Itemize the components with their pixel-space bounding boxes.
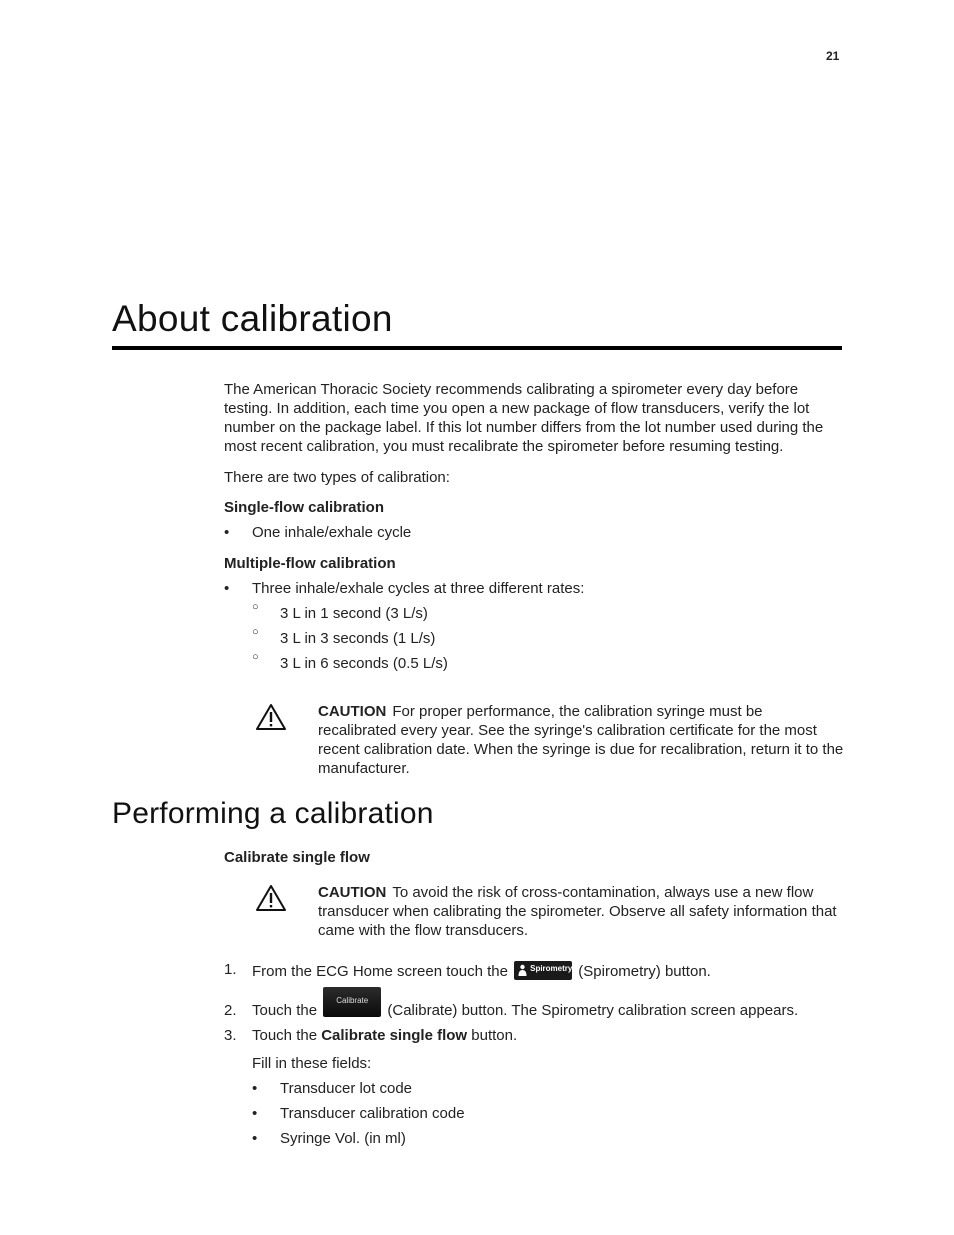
caution-note [318,702,844,778]
bullet-icon: • [224,524,230,541]
step-2-text: Touch the Calibrate (Calibrate) button. The Spirometry calibration screen appears. [252,987,798,1019]
sub-bullet-icon: ○ [252,651,259,663]
step-number: 3. [224,1027,237,1044]
section-title-performing-calibration: Performing a calibration [112,797,434,830]
calibrate-single-flow-heading: Calibrate single flow [224,849,370,866]
caution-note [318,883,844,940]
sub-bullet-icon: ○ [252,626,259,638]
caution-label: CAUTION [318,884,387,901]
calibrate-button-image: Calibrate [323,987,381,1017]
types-intro: There are two types of calibration: [224,469,450,486]
bullet-icon: • [252,1130,258,1147]
section-title-about-calibration: About calibration [112,298,393,339]
step-1-text: From the ECG Home screen touch the Spirometry (Spirometry) button. [252,963,711,980]
bullet-icon: • [252,1080,258,1097]
sub-bullet-icon: ○ [252,601,259,613]
warning-triangle-icon [255,703,287,731]
spirometry-person-icon [518,964,527,976]
caution-text: To avoid the risk of cross-contamination, always use a new flow transducer when calibrating the spirometer. Observe all safety information that came with the flow transducers. [318,884,837,939]
bullet-icon: • [252,1105,258,1122]
caution-text: For proper performance, the calibration syringe must be recalibrated every year. See the syringe's calibration certificate for the most recent calibration date. When the syringe is due for recalibration, return it to the manufacturer. [318,703,844,777]
title-rule [112,346,842,350]
caution-label: CAUTION [318,703,387,720]
spirometry-button-image: Spirometry [514,961,572,980]
multiple-flow-heading: Multiple-flow calibration [224,555,396,572]
intro-paragraph: The American Thoracic Society recommends calibrating a spirometer every day before testing. In addition, each time you open a new package of flow transducers, verify the lot number on the package label. If this lot number differs from the lot number used during the most recent calibration, you must recalibrate the spirometer before resuming testing. [224,381,824,455]
step-number: 2. [224,1002,237,1019]
fields-intro: Fill in these fields: [252,1055,372,1072]
single-flow-heading: Single-flow calibration [224,499,385,516]
page-number: 21 [826,49,840,63]
bullet-icon: • [224,580,230,597]
step-number: 1. [224,961,237,978]
step-3-text: Touch the Calibrate single flow button. [252,1027,518,1044]
warning-triangle-icon [255,884,287,912]
